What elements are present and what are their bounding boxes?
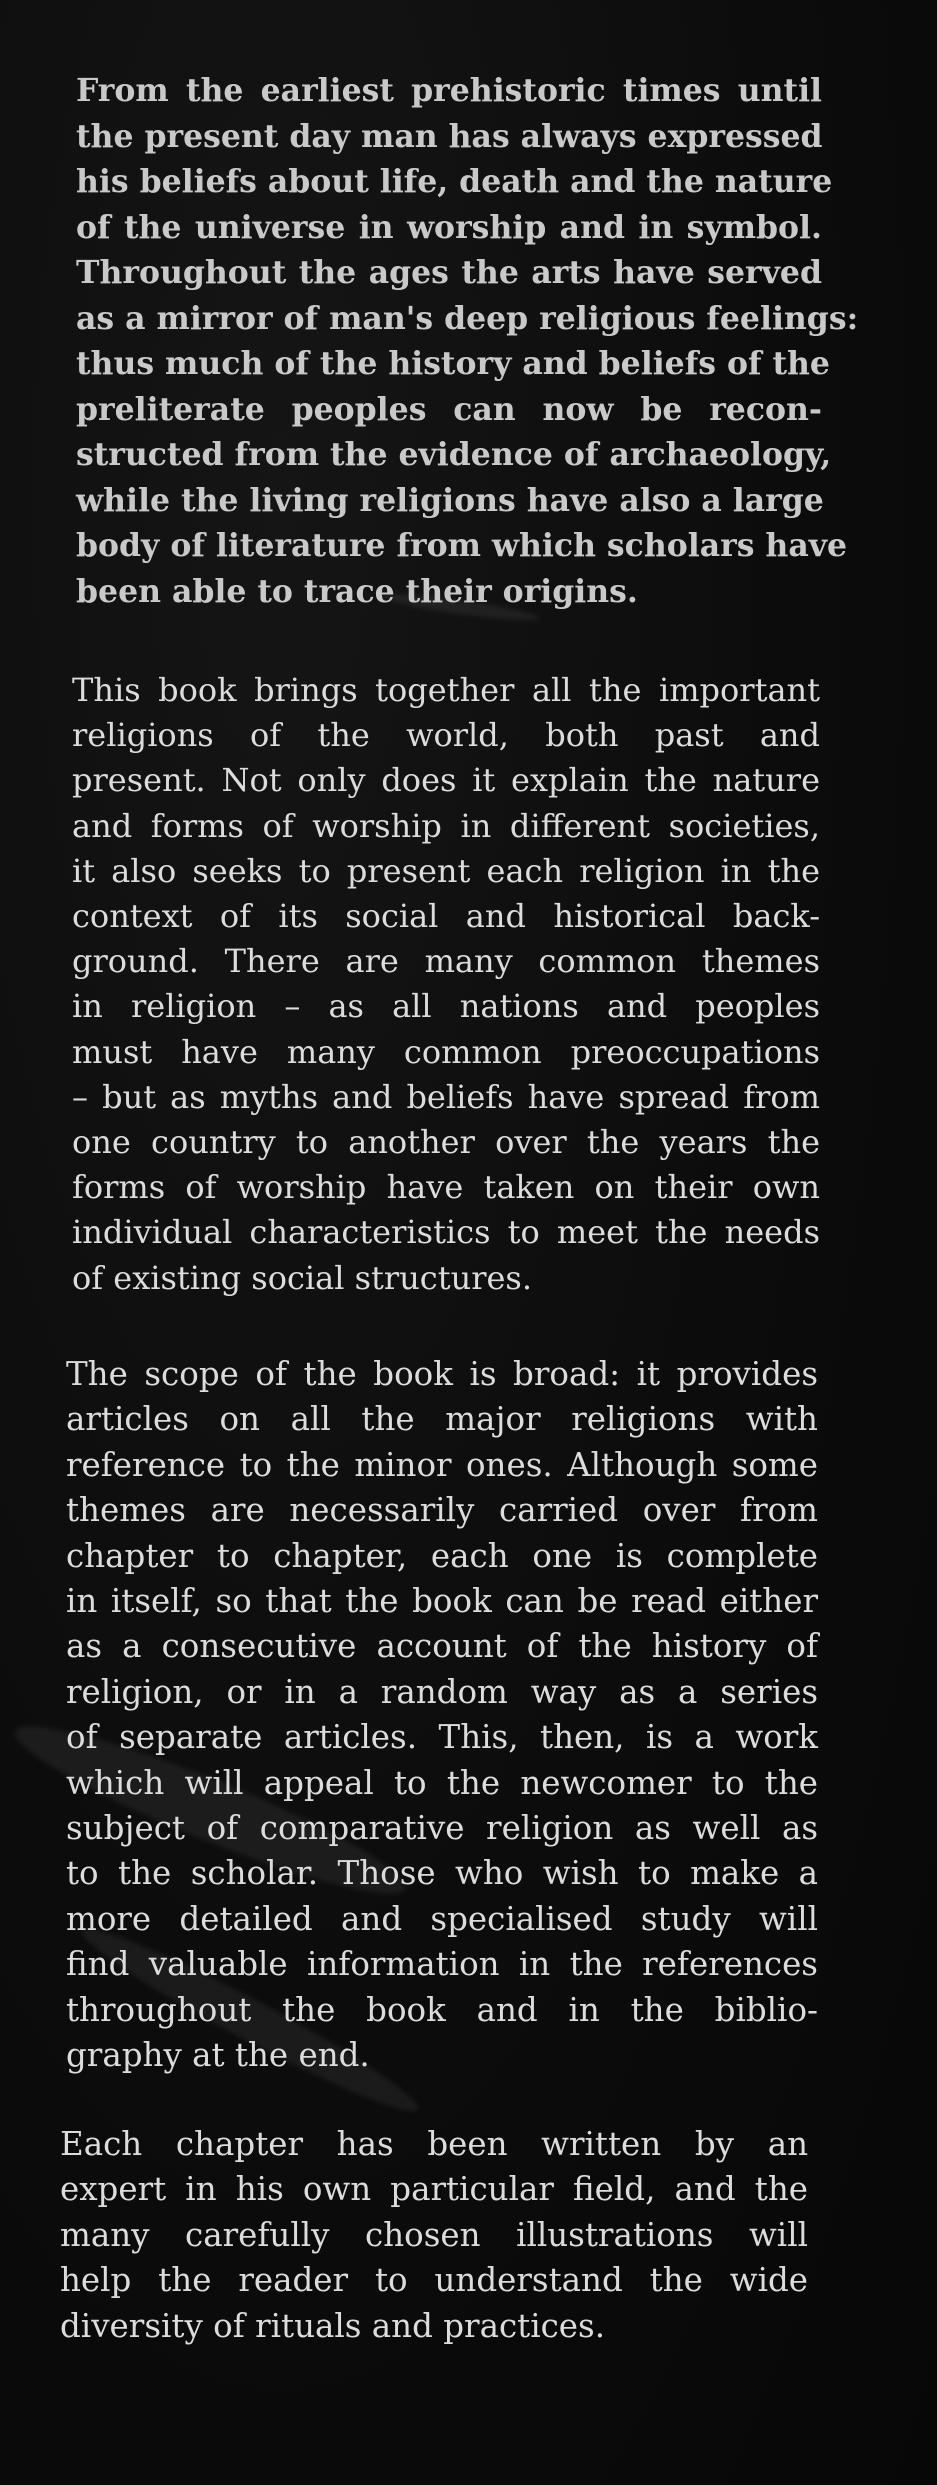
text-line: of existing social structures.: [72, 1258, 533, 1297]
text-line: which will appeal to the newcomer to the: [66, 1763, 818, 1802]
text-line: From the earliest prehistoric times until: [76, 72, 822, 109]
text-line: throughout the book and in the biblio-: [66, 1990, 818, 2029]
text-line: of the universe in worship and in symbol.: [76, 208, 822, 246]
text-line: it also seeks to present each religion in the: [72, 851, 820, 890]
text-line: of separate articles. This, then, is a work: [66, 1718, 818, 1757]
text-line: thus much of the history and beliefs of the: [76, 345, 830, 382]
text-line: Throughout the ages the arts have served: [76, 254, 822, 291]
text-line: in itself, so that the book can be read either: [66, 1582, 818, 1621]
text-line: body of literature from which scholars have: [76, 527, 848, 564]
paragraph-intro: [76, 68, 859, 614]
text-line: his beliefs about life, death and the nature: [76, 163, 833, 200]
text-line: expert in his own particular field, and the: [60, 2170, 808, 2209]
text-line: and forms of worship in different societies,: [72, 806, 820, 845]
text-line: subject of comparative religion as well as: [66, 1809, 818, 1848]
text-line: structed from the evidence of archaeology,: [76, 436, 832, 473]
text-line: diversity of rituals and practices.: [60, 2306, 606, 2345]
text-line: context of its social and historical back-: [72, 897, 820, 936]
text-line: been able to trace their origins.: [76, 572, 638, 610]
text-line: individual characteristics to meet the needs: [72, 1213, 820, 1252]
text-line: present. Not only does it explain the nature: [72, 761, 820, 800]
text-line: articles on all the major religions with: [66, 1400, 818, 1439]
text-line: themes are necessarily carried over from: [66, 1491, 818, 1530]
paragraph-authors: [60, 2122, 808, 2349]
paragraph-contents: [72, 668, 820, 1301]
text-line: as a mirror of man's deep religious feelings:: [76, 299, 859, 337]
text-line: The scope of the book is broad: it provides: [66, 1355, 818, 1393]
text-line: – but as myths and beliefs have spread from: [72, 1077, 820, 1116]
text-line: as a consecutive account of the history of: [66, 1627, 818, 1666]
text-line: one country to another over the years the: [72, 1123, 820, 1162]
text-line: must have many common preoccupations: [72, 1032, 820, 1071]
text-line: religions of the world, both past and: [72, 716, 820, 755]
text-line: reference to the minor ones. Although some: [66, 1445, 818, 1484]
text-line: more detailed and specialised study will: [66, 1899, 818, 1938]
text-line: in religion – as all nations and peoples: [72, 987, 820, 1026]
text-line: This book brings together all the important: [72, 671, 820, 709]
text-line: chapter to chapter, each one is complete: [66, 1536, 818, 1575]
text-line: preliterate peoples can now be recon-: [76, 390, 822, 428]
text-line: help the reader to understand the wide: [60, 2261, 808, 2300]
text-line: religion, or in a random way as a series: [66, 1672, 818, 1711]
text-line: many carefully chosen illustrations will: [60, 2215, 808, 2254]
text-line: forms of worship have taken on their own: [72, 1168, 820, 1207]
text-line: ground. There are many common themes: [72, 942, 820, 981]
text-line: the present day man has always expressed: [76, 117, 823, 155]
text-line: graphy at the end.: [66, 2036, 370, 2075]
text-line: while the living religions have also a large: [76, 481, 824, 519]
text-line: to the scholar. Those who wish to make a: [66, 1854, 818, 1893]
paragraph-scope: [66, 1352, 818, 2079]
text-line: Each chapter has been written by an: [60, 2125, 808, 2163]
text-line: find valuable information in the references: [66, 1945, 818, 1984]
